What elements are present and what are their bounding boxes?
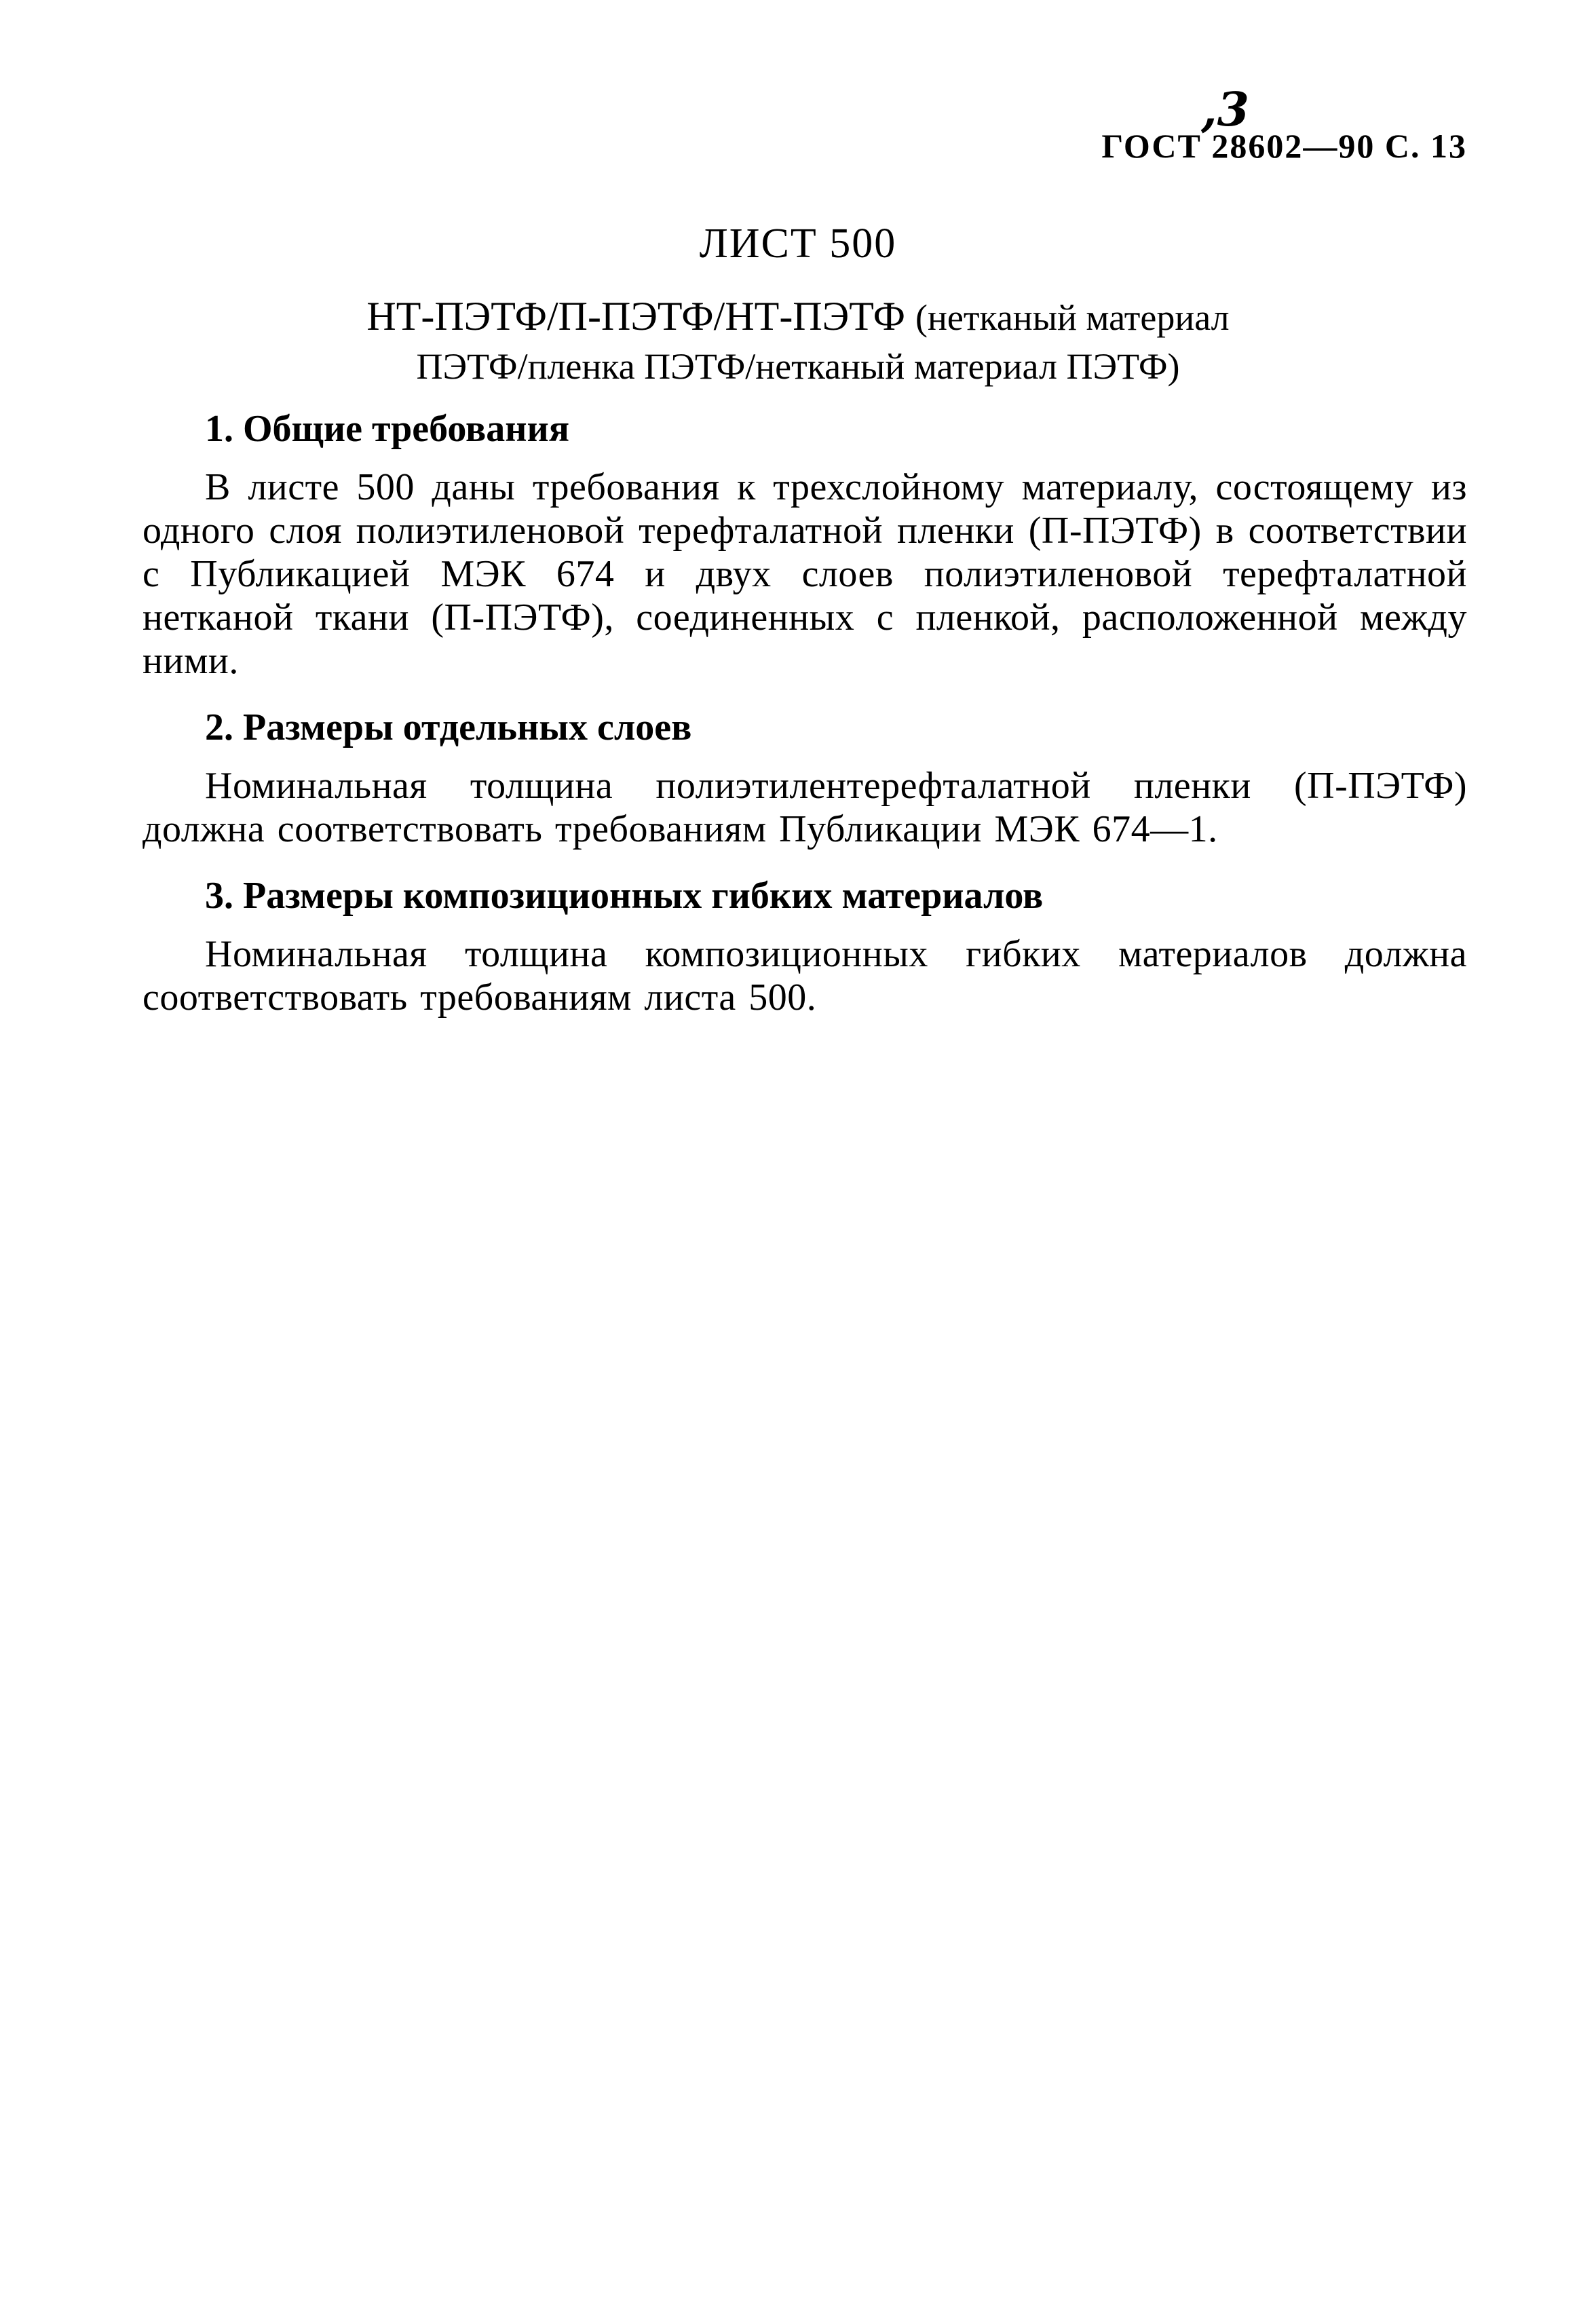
document-body [142, 407, 1467, 1042]
section-heading: 3. Размеры композиционных гибких материалов [205, 875, 1044, 917]
subtitle-line-1 [0, 292, 1596, 342]
sheet-subtitle [0, 292, 1596, 391]
handwritten-page-mark: ,3 [1201, 83, 1249, 137]
section-paragraph: Номинальная толщина полиэтилентерефталатной пленки (П-ПЭТФ) должна соответствовать требованиям Публикации МЭК 674—1. [142, 765, 1467, 850]
running-header: ГОСТ 28602—90 С. 13 [1101, 127, 1467, 165]
sheet-title: ЛИСТ 500 [699, 221, 897, 267]
section-paragraph: В листе 500 даны требования к трехслойному материалу, состоящему из одного слоя полиэтиленовой терефталатной пленки (П-ПЭТФ) в соответствии с Публикацией МЭК 674 и двух слоев полиэтиленовой терефталатной нетканой ткани (П-ПЭТФ), соединенных с пленкой, расположенной между ними. [142, 466, 1467, 682]
subtitle-description-start: (нетканый материал [915, 297, 1230, 338]
section-composite-dimensions [142, 874, 1467, 1019]
subtitle-material-code: НТ-ПЭТФ/П-ПЭТФ/НТ-ПЭТФ [366, 294, 905, 339]
section-layer-dimensions [142, 706, 1467, 851]
section-heading: 2. Размеры отдельных слоев [205, 706, 692, 748]
section-paragraph: Номинальная толщина композиционных гибких материалов должна соответствовать требованиям листа 500. [142, 933, 1467, 1019]
subtitle-line-2: ПЭТФ/пленка ПЭТФ/нетканый материал ПЭТФ) [416, 346, 1180, 387]
section-heading: 1. Общие требования [205, 408, 570, 450]
section-general-requirements [142, 407, 1467, 683]
